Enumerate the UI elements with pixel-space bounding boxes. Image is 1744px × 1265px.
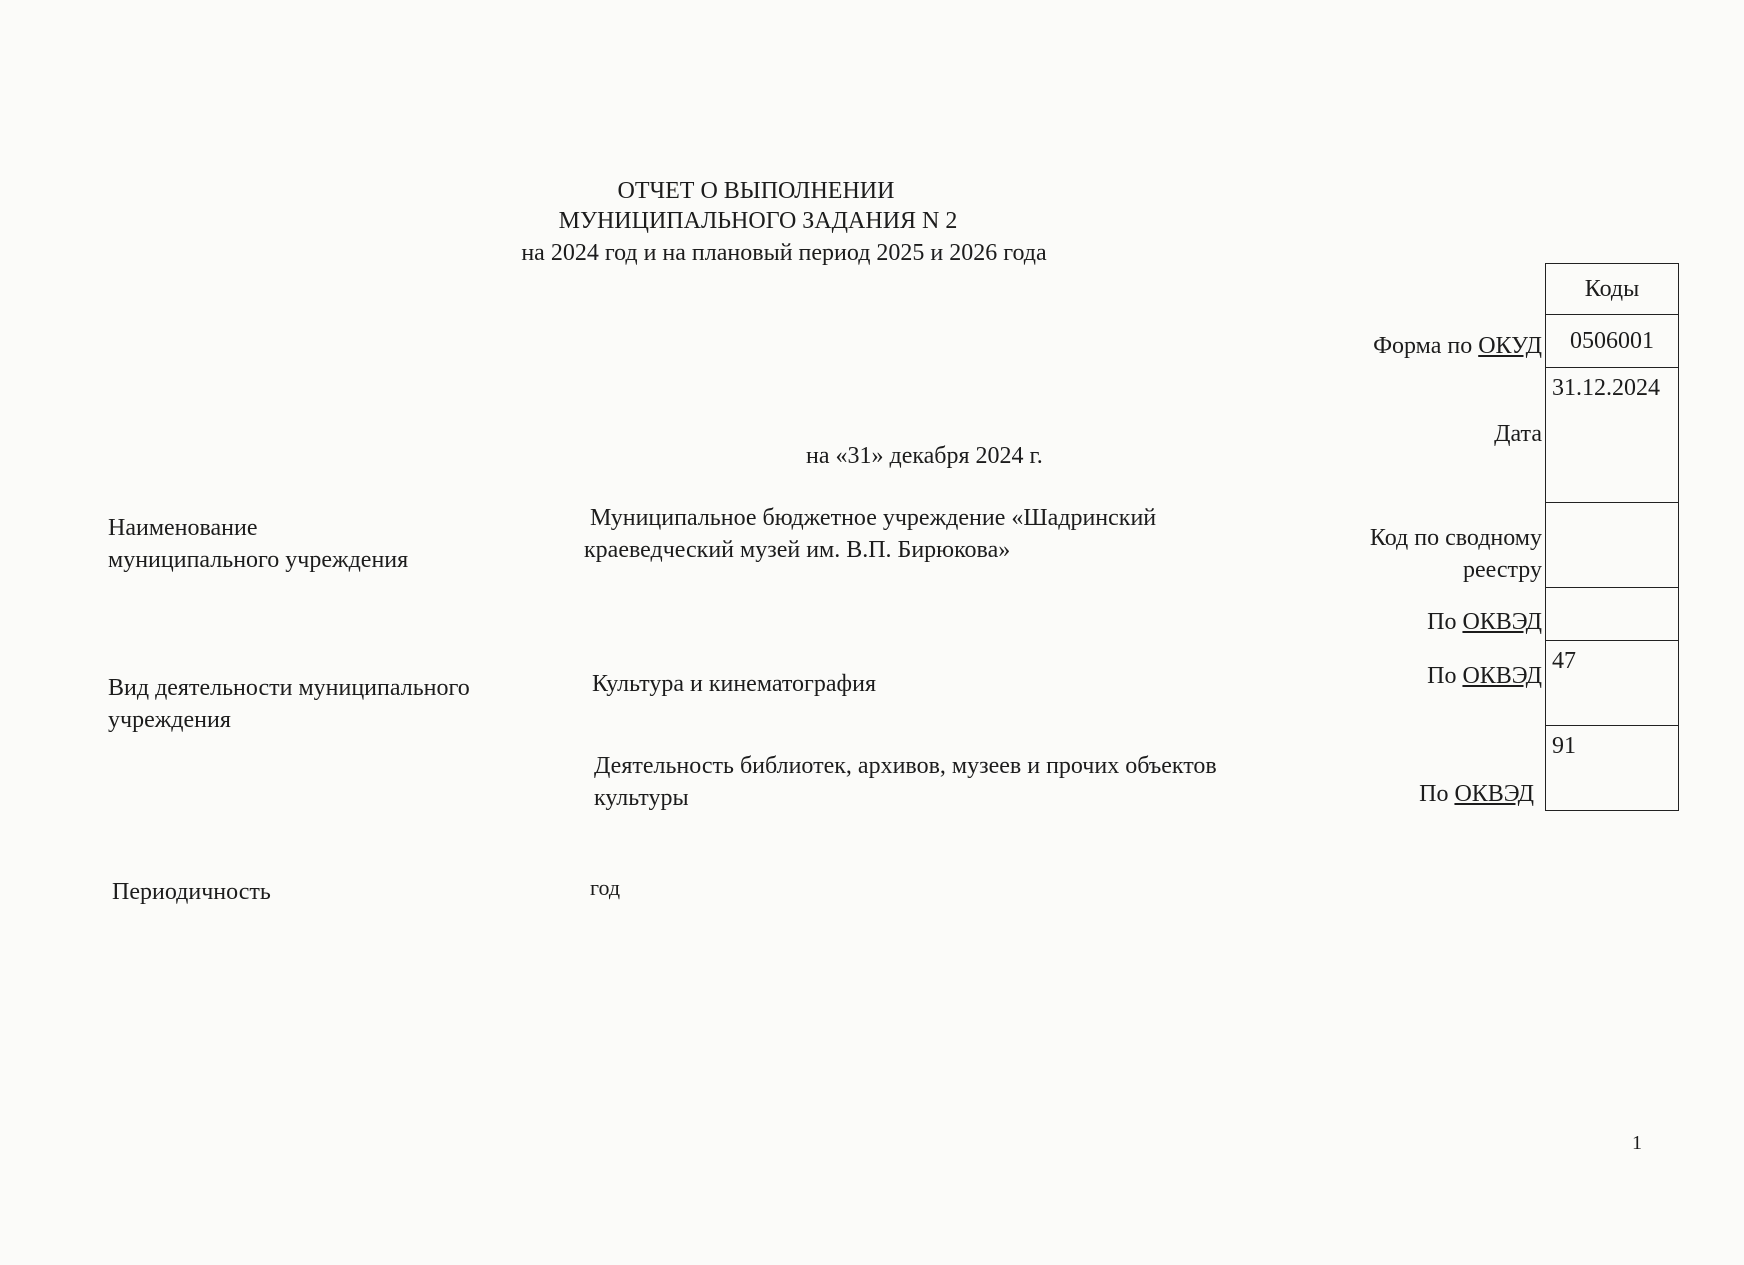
name-label [108,512,408,576]
activity-label-line2: учреждения [108,707,231,733]
registry-label [1370,522,1542,586]
activity-value-2 [594,750,1217,814]
date-label: Дата [1494,421,1542,447]
date-value: 31.12.2024 [1546,368,1679,503]
okud-label [1373,330,1542,362]
okved2-value: 47 [1546,641,1679,726]
activity-label [108,672,470,736]
report-subtitle: на 2024 год и на плановый период 2025 и 2026 года [521,240,1047,266]
periodicity-value: год [590,875,621,900]
okved-label-3 [1419,778,1534,810]
okved-link: ОКВЭД [1462,609,1542,635]
activity-value-2-line2: культуры [594,785,689,811]
report-title-line1: ОТЧЕТ О ВЫПОЛНЕНИИ [617,178,895,204]
page-number: 1 [1632,1132,1642,1154]
okved-prefix: По [1427,609,1463,635]
report-title-line2: МУНИЦИПАЛЬНОГО ЗАДАНИЯ N 2 [558,208,958,234]
name-label-line1: Наименование [108,515,258,541]
okved3-value: 91 [1546,726,1679,811]
okved-link: ОКВЭД [1454,781,1534,807]
okved-link: ОКВЭД [1462,663,1542,689]
okud-value: 0506001 [1546,315,1679,368]
okud-link: ОКУД [1478,333,1542,359]
institution-name [584,502,1157,566]
periodicity-label: Периодичность [112,879,271,905]
okved-prefix: По [1427,663,1463,689]
okved-label-1 [1427,606,1542,638]
registry-label-line1: Код по сводному [1369,525,1542,551]
okud-label-prefix: Форма по [1373,333,1479,359]
registry-value [1546,503,1679,588]
name-label-line2: муниципального учреждения [108,547,409,573]
codes-header: Коды [1546,264,1679,315]
institution-name-line1: Муниципальное бюджетное учреждение «Шадринский [590,505,1157,531]
activity-value-2-line1: Деятельность библиотек, архивов, музеев и прочих объектов [594,753,1217,779]
report-date: на «31» декабря 2024 г. [806,443,1043,469]
activity-label-line1: Вид деятельности муниципального [108,675,470,701]
okved-label-2 [1427,660,1542,692]
codes-table [1545,263,1679,811]
institution-name-line2: краеведческий музей им. В.П. Бирюкова» [584,537,1011,563]
activity-value-1: Культура и кинематография [592,671,876,697]
registry-label-line2: реестру [1462,557,1542,583]
okved1-value [1546,588,1679,641]
okved-prefix: По [1419,781,1455,807]
